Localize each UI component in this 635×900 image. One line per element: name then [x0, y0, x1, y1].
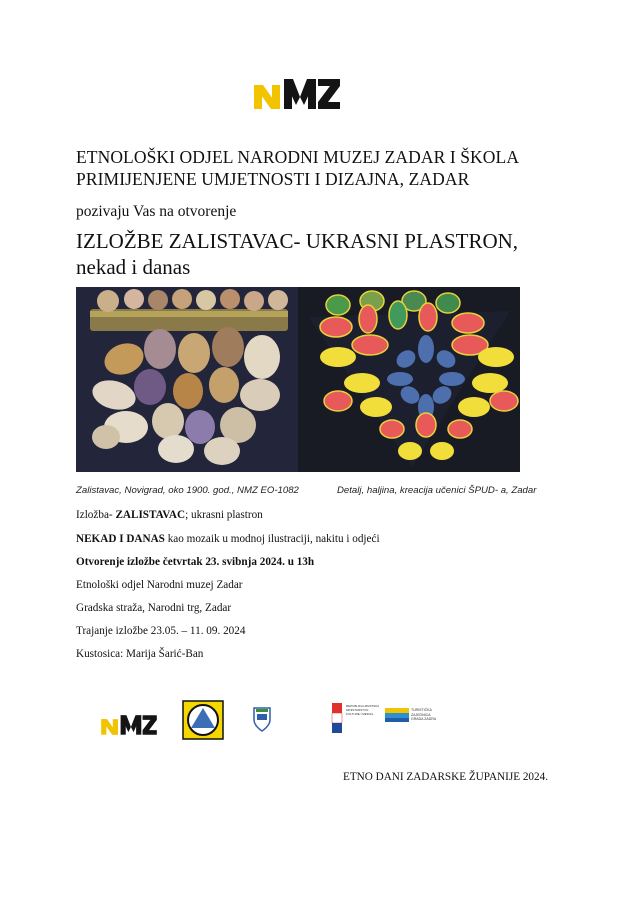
heading-line-2: PRIMIJENJENE UMJETNOSTI I DIZAJNA, ZADAR [76, 169, 470, 189]
heading-line-1: ETNOLOŠKI ODJEL NARODNI MUZEJ ZADAR I ŠKOLA [76, 147, 520, 167]
exhibition-photos [76, 287, 520, 472]
tourism-board-logo [385, 708, 409, 727]
exhibition-name: ZALISTAVAC [115, 509, 186, 521]
title-line-1: IZLOŽBE ZALISTAVAC- UKRASNI PLASTRON, [76, 229, 519, 253]
address: Gradska straža, Narodni trg, Zadar [76, 602, 232, 614]
curator: Kustosica: Marija Šarić-Ban [76, 648, 204, 660]
school-logo [182, 700, 224, 745]
venue: Etnološki odjel Narodni muzej Zadar [76, 579, 243, 591]
exhibition-suffix: ; ukrasni plastron [185, 509, 263, 521]
dress-detail-photo [298, 287, 520, 472]
left-photo-caption: Zalistavac, Novigrad, oko 1900. god., NMZ EO-1082 [76, 485, 299, 496]
title-line-2: nekad i danas [76, 255, 191, 279]
organizers-heading [76, 146, 576, 190]
nmz-logo [254, 77, 340, 116]
invite-text: pozivaju Vas na otvorenje [76, 203, 237, 220]
subtitle-bold: NEKAD I DANAS [76, 533, 165, 545]
subtitle-line [76, 533, 380, 545]
exhibition-line [76, 509, 263, 521]
subtitle-suffix: kao mozaik u modnoj ilustraciji, nakitu i odjeći [164, 533, 380, 545]
plastron-photo [76, 287, 298, 472]
etno-days-text: ETNO DANI ZADARSKE ŽUPANIJE 2024. [343, 771, 548, 783]
exhibition-prefix: Izložba- [76, 509, 116, 521]
nmz-logo-small [100, 714, 158, 741]
city-coat-of-arms-icon [252, 706, 272, 737]
ministry-logo [330, 703, 344, 738]
ministry-label: REPUBLIKA HRVATSKA MINISTARSTVO KULTURE I MEDIJA [346, 704, 380, 716]
tourism-board-label: TURISTIČKA ZAJEDNICA GRADA ZADRA [411, 708, 437, 721]
right-photo-caption: Detalj, haljina, kreacija učenici ŠPUD- a, Zadar [337, 485, 537, 496]
duration: Trajanje izložbe 23.05. – 11. 09. 2024 [76, 625, 246, 637]
exhibition-title [76, 228, 596, 280]
opening-date: Otvorenje izložbe četvrtak 23. svibnja 2024. u 13h [76, 556, 315, 568]
